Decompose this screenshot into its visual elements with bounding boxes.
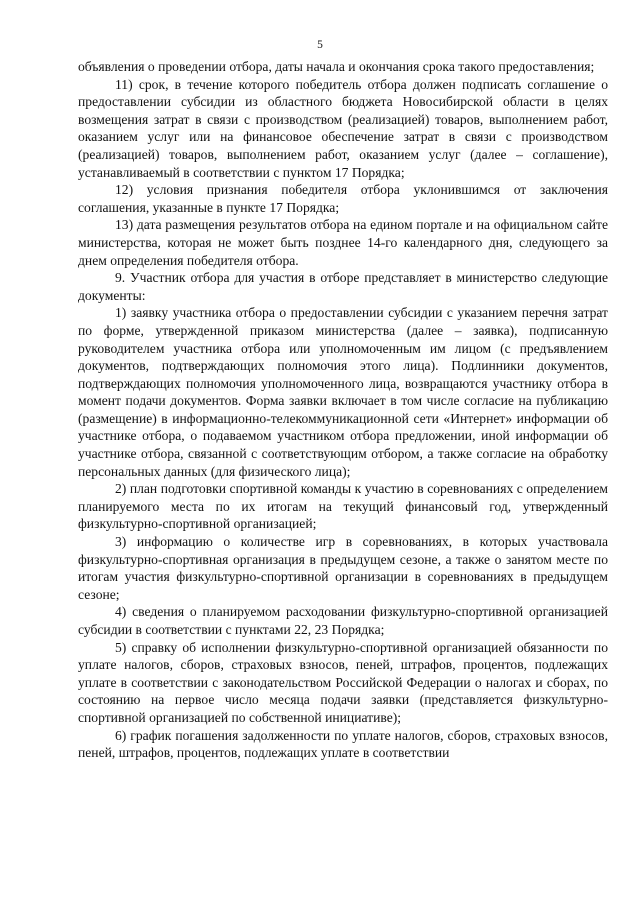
paragraph: 3) информацию о количестве игр в соревнованиях, в которых участвовала физкультурно-спортивная организация в предыдущем сезоне, а также о занятом месте по итогам участия физкультурно-спортивной организации в соревнованиях в предыдущем сезоне; xyxy=(78,534,608,602)
document-body xyxy=(78,58,608,762)
paragraph: 4) сведения о планируемом расходовании физкультурно-спортивной организацией субсидии в соответствии с пунктами 22, 23 Порядка; xyxy=(78,604,608,637)
page-number: 5 xyxy=(317,39,323,51)
paragraph: 5) справку об исполнении физкультурно-спортивной организацией обязанности по уплате налогов, сборов, страховых взносов, пеней, штрафов, процентов, подлежащих уплате в соответствии с законодательством Российской Федерации о налогах и сборах, по состоянию на первое число месяца подачи заявки (представляется физкультурно-спортивной организацией по собственной инициативе); xyxy=(78,639,608,725)
paragraph: 12) условия признания победителя отбора уклонившимся от заключения соглашения, указанные в пункте 17 Порядка; xyxy=(78,182,608,215)
paragraph: 6) график погашения задолженности по уплате налогов, сборов, страховых взносов, пеней, штрафов, процентов, подлежащих уплате в соответствии xyxy=(78,727,608,761)
paragraph: 11) срок, в течение которого победитель отбора должен подписать соглашение о предоставлении субсидии из областного бюджета Новосибирской области в целях возмещения затрат в связи с производством (реализацией) товаров, выполнением работ, оказанием услуг или на финансовое обеспечение затрат в связи с производством (реализацией) товаров, выполнением работ, оказанием услуг (далее – соглашение), устанавливаемый в соответствии с пунктом 17 Порядка; xyxy=(78,76,608,180)
paragraph: 2) план подготовки спортивной команды к участию в соревнованиях с определением планируемого места по их итогам на текущий финансовый год, утвержденный физкультурно-спортивной организацией; xyxy=(78,481,608,532)
paragraph: 1) заявку участника отбора о предоставлении субсидии с указанием перечня затрат по форме, утвержденной приказом министерства (далее – заявка), подписанную руководителем участника отбора или уполномоченным им лицом (с предъявлением документов, подтверждающих полномочия этого лица). Подлинники документов, подтверждающих полномочия уполномоченного лица, возвращаются участнику отбора в момент подачи документов. Форма заявки включает в том числе согласие на публикацию (размещение) в информационно-телекоммуникационной сети «Интернет» информации об участнике отбора, о подаваемом участником отбора предложении, иной информации об участнике отбора, связанной с соответствующим отбором, а также согласие на обработку персональных данных (для физического лица); xyxy=(78,305,608,479)
paragraph: объявления о проведении отбора, даты начала и окончания срока такого предоставления; xyxy=(78,59,595,74)
paragraph: 13) дата размещения результатов отбора на едином портале и на официальном сайте министерства, которая не может быть позднее 14-го календарного дня, следующего за днем определения победителя отбора. xyxy=(78,217,608,268)
paragraph: 9. Участник отбора для участия в отборе представляет в министерство следующие документы: xyxy=(78,270,608,303)
